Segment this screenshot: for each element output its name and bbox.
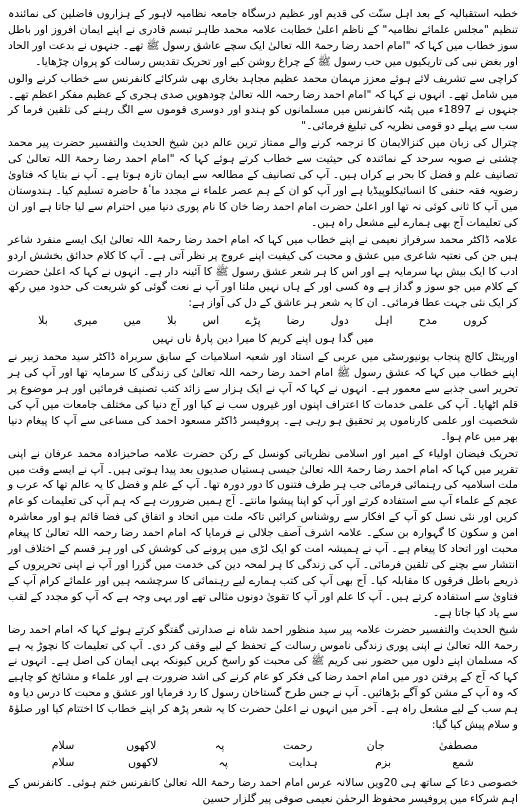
couplet-word: لاکھوں [127, 755, 159, 769]
paragraph-chitral-translator: چترال کی زبان میں کنزالایمان کا ترجمہ کرنے والے ممتاز ترین عالم دین شیخ الحدیث والتفسیر حضرت پیر محمد چشتی نے صوبہ سرحد کے نمائندہ کی حیثیت سے خطاب کرتے ہوئے کہا کہ "امام احمد رضا رحمۃ اللہ تعالیٰ کی تصانیف علم و فضل کا بحر بے کراں ہیں۔ آپ کی تصانیف کے مطالعہ سے ایمان تازہ ہوتا ہے۔ آپ نے بتایا کہ فتاویٰ رضویہ فقہ حنفی کا انسائیکلوپیڈیا ہے اور آپ کو ان کے ہم عصر علماء نے مجدد ماٴۃ حاضرہ تسلیم کیا۔ ہندوستان میں آپ کا ثانی کوئی نہ تھا اور اعلیٰ حضرت امام احمد رضا خان کا نام پوری دنیا میں احترام سے لیا جاتا ہے اور ان کی تعلیمات آج بھی ہمارے لیے مشعل راہ ہیں۔ [8, 136, 518, 229]
couplet-word: مصطفیٰ [438, 738, 478, 752]
paragraph-naat-poetry: علامہ ڈاکٹر محمد سرفراز نعیمی نے اپنے خطاب میں کہا کہ امام احمد رضا رحمۃ اللہ تعالیٰ ایک ایسے منفرد شاعر ہیں جن کی نعتیہ شاعری میں عشق و محبت کی کیفیت اپنے عروج پر نظر آتی ہے۔ آپ کا کلام حدائق بخشش اردو ادب کا ایک بیش بہا سرمایہ ہے اور اس کا ہر شعر عشق رسول ﷺ کا آئینہ دار ہے۔ انہوں نے کہا کہ اعلیٰ حضرت کے کلام میں جو سوز و گداز ہے وہ کسی اور کے ہاں نہیں ملتا اور آپ نے نعت گوئی کو شریعت کی حدود میں رکھ کر ایک نئی جہت عطا فرمائی۔ ان کا یہ شعر ہر عاشق کے دل کی آواز ہے: [8, 232, 518, 310]
verse-word: دول [330, 314, 349, 328]
couplet-word: سلام [51, 755, 75, 769]
couplet-row-2 [48, 754, 478, 771]
paragraph-closing: خصوصی دعا کے ساتھ ہی 20ویں سالانہ عرس امام احمد رضا رحمۃ اللہ تعالیٰ کانفرنس ختم ہوئی۔ کانفرنس کے اہم شرکاء میں پروفیسر محفوظ الرحمٰن نعیمی صوفی پیر گلزار حسین [8, 775, 518, 805]
couplet-word: پہ [218, 755, 228, 769]
couplet-word: شمع [452, 755, 474, 769]
verse-word: بلا [38, 314, 48, 328]
verse-word: کروں [463, 314, 488, 328]
paragraph-oriental-college: اورینٹل کالج پنجاب یونیورسٹی میں عربی کے استاد اور شعبہ اسلامیات کے سابق سربراہ ڈاکٹر سید محمد زبیر نے اپنے خطاب میں کہا کہ عشق رسول ﷺ امام احمد رضا رحمہ اللہ تعالیٰ کی زندگی کا سرمایہ تھا اور آپ کی ہر تحریر اسی جذبے سے معمور ہے۔ انہوں نے کہا کہ آپ نے ایک ہزار سے زائد کتب تصنیف فرمائیں اور ہر موضوع پر قلم اٹھایا۔ آپ کی علمی خدمات کا اعتراف اپنوں اور غیروں سب نے کیا اور آج دنیا کی مختلف جامعات میں آپ کی شخصیت اور علمی کارناموں پر تحقیق ہو رہی ہے۔ پروفیسر ڈاکٹر مسعود احمد کی مساعی سے آپ کا پیغام دنیا بھر میں عام ہوا۔ [8, 350, 518, 443]
salam-couplet [48, 737, 478, 771]
paragraph-opening: خطبہ استقبالیہ کے بعد اہل سنّت کی قدیم اور عظیم درسگاہ جامعہ نظامیہ لاہور کے ہزاروں فاضلین کی نمائندہ تنظیم "مجلس علمائے نظامیہ" کے ناظم اعلیٰ خطابت علامہ محمد طاہر تبسم قادری نے اپنے ایمان افروز اور باطل سوز خطاب میں کہا کہ "امام احمد رضا رحمۃ اللہ تعالیٰ ایک سچے عاشق رسول ﷺ تھے۔ جنہوں نے بدعت اور الحاد اور بغض نبی کی تاریکیوں میں حب رسول ﷺ کے چراغ روشن کیے اور تحریک تقدیس رسالت کو پروان چڑھایا۔ [8, 7, 518, 68]
couplet-word: ہدایت [288, 755, 318, 769]
couplet-row-1 [48, 737, 478, 754]
couplet-word: بزم [375, 755, 392, 769]
paragraph-faizan-auliya: تحریک فیضان اولیاء کے امیر اور اسلامی نظریاتی کونسل کے رکن حضرت علامہ صاحبزادہ محمد عرفان نے اپنی تقریر میں کہا کہ امام احمد رضا رحمۃ اللہ تعالیٰ جیسی ہستیاں صدیوں بعد پیدا ہوتی ہیں۔ آپ نے ایسے وقت میں ملت اسلامیہ کی رہنمائی فرمائی جب ہر طرف فتنوں کا دور دورہ تھا۔ آپ کے علم و فضل کا یہ عالم تھا کہ عرب و عجم کے علماء آپ سے استفادہ کرتے اور آپ کو اپنا پیشوا مانتے۔ آج ہمیں ضرورت ہے کہ ہم آپ کی تعلیمات کو عام کریں اور نئی نسل کو آپ کے افکار سے روشناس کرائیں تاکہ ملت میں اتحاد و اتفاق کی فضا قائم ہو اور معاشرہ امن و سکون کا گہوارہ بن سکے۔ علامہ اشرف آصف جلالی نے فرمایا کہ امام احمد رضا رحمہ اللہ تعالیٰ کا پیغام محبت اور اتحاد کا پیغام ہے۔ آپ نے ہمیشہ امت کو ایک لڑی میں پرونے کی کوشش کی اور ہر قسم کے اختلاف اور انتشار سے بچنے کی تلقین فرمائی۔ آپ کی زندگی کا ہر لمحہ دین کی خدمت میں گزرا اور آپ نے اپنی تحریروں کے ذریعے باطل فرقوں کا مقابلہ کیا۔ آج بھی آپ کی کتب ہمارے لیے رہنمائی کا سرچشمہ ہیں اور علمائے کرام آپ کے فتاویٰ سے استفادہ کرتے ہیں۔ آپ کا علم اور آپ کا تقویٰ دونوں مثالی تھے اور یہی وجہ ہے کہ آپ کو مجدد کے لقب سے یاد کیا جاتا ہے۔ [8, 446, 518, 619]
verse-line-2: میں گدا ہوں اپنے کریم کا میرا دین پارۂ ناں نہیں [152, 332, 374, 346]
verse-word: رضا [286, 314, 305, 328]
couplet-word: لاکھوں [126, 738, 157, 752]
couplet-word: جان [366, 738, 385, 752]
verse-word: میری [73, 314, 98, 328]
verse-word: مدح [418, 314, 438, 328]
couplet-word: سلام [51, 738, 75, 752]
verse-line-1 [38, 313, 488, 329]
paragraph-presidential-address: شیخ الحدیث والتفسیر حضرت علامہ پیر سید منظور احمد شاہ نے صدارتی گفتگو کرتے ہوئے کہا کہ امام احمد رضا رحمۃ اللہ تعالیٰ نے اپنی پوری زندگی ناموس رسالت کے تحفظ کے لیے وقف کر دی۔ آپ کی تعلیمات کا نچوڑ یہ ہے کہ مسلمان اپنے دلوں میں حضور نبی کریم ﷺ کی محبت کو راسخ کریں کیونکہ یہی ایمان کی اصل ہے۔ انہوں نے کہا کہ آج کے پرفتن دور میں امام احمد رضا کی فکر کو عام کرنے کی اشد ضرورت ہے اور علماء و مشائخ کو چاہیے کہ وہ آپ کے مشن کو آگے بڑھائیں۔ آپ نے جس طرح گستاخان رسول کا رد فرمایا اور عشق و محبت کا درس دیا وہ ہم سب کے لیے مشعل راہ ہے۔ آخر میں انہوں نے اعلیٰ حضرت کا یہ شعر پڑھ کر اپنے خطاب کا اختتام کیا اور صلوٰۃ و سلام پیش کیا گیا: [8, 622, 518, 732]
verse-word: اہل [374, 314, 393, 328]
verse-word: اس [202, 314, 220, 328]
verse-word: میں [123, 314, 142, 328]
paragraph-karachi-guest: کراچی سے تشریف لائے ہوئے معزز مہمان محمد عظیم مجاہد بخاری بھی شرکائے کانفرنس سے خطاب کرنے والوں میں شامل تھے۔ انہوں نے کہا کہ "امام احمد رضا رحمہ اللہ تعالیٰ چودھویں صدی ہجری کے عظیم مفکر اعظم تھے۔ جنہوں نے 1897ء میں پٹنہ کانفرنس میں مسلمانوں کو ہندو اور دوسری قوموں سے الگ رہنے کی تلقین فرما کر سب سے پہلے دو قومی نظریہ کی تبلیغ فرمائی۔" [8, 71, 518, 133]
verse-word: پڑے [245, 314, 261, 328]
couplet-word: پہ [214, 738, 225, 752]
couplet-word: رحمت [282, 738, 313, 752]
verse-word: بلا [167, 314, 177, 328]
